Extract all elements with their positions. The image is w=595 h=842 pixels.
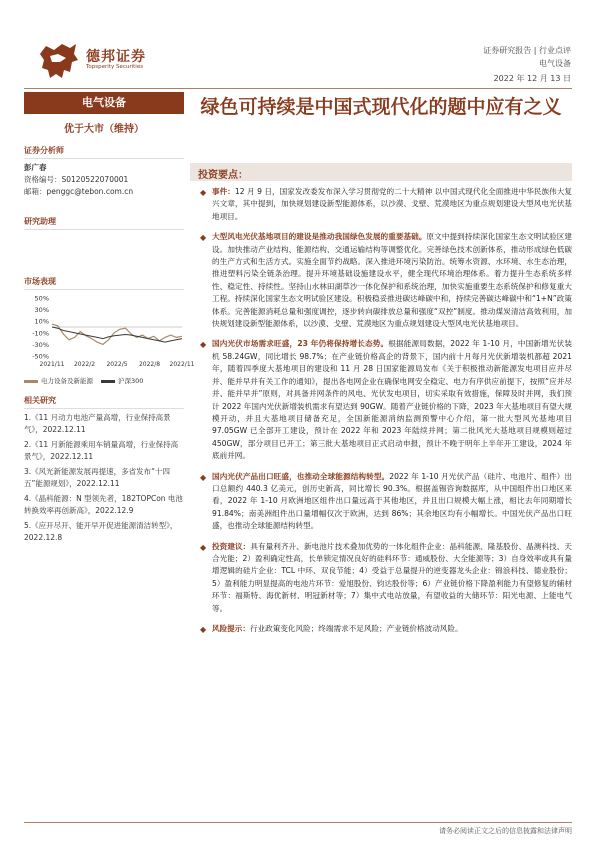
- y-tick-label: 30%: [34, 306, 49, 315]
- series-line: [52, 327, 182, 342]
- keypoints-title: 投资要点：: [198, 170, 248, 181]
- x-tick-label: 2022/11: [169, 361, 195, 368]
- y-tick-label: -50%: [32, 352, 49, 361]
- assistant-section-title: 研究助理: [24, 216, 184, 230]
- bullet-event: ◆ 事件：12 月 9 日，国家发改委发布深入学习贯彻党的二十大精神 以中国式现代化全面推进中华民族伟大复兴文章，其中提到，加快规划建设新型能源体系，以沙漠、戈壁、荒漠地区为重点规划建设大型风电光伏基地项目。: [200, 187, 572, 221]
- report-industry: 电气设备: [539, 59, 571, 68]
- footer-disclaimer: 请务必阅读正文之后的信息披露和法律声明: [439, 827, 572, 835]
- analyst-name: 彭广春: [24, 163, 47, 172]
- bullet-investment-advice: ◆ 投资建议：具有量利齐升、新电池片技术叠加优势的一体化组件企业：晶科能源、隆基股份、晶澳科技、天合光能；2）盈利确定性高，长单锁定情况良好的硅料环节：通威股份、大全能源等；3）自身效率或具有量增逻辑的硅片企业：TCL 中环、双良节能；4）受益于总量提升的逆变器龙头企业：锦浪科技、德业股份；5）盈利能力明显提高的电池片环节：爱旭股份、钧达股份等；6）产业链价格下降盈利能力有望修复的辅材环节：福斯特、海优新材、明冠新材等；7）集中式电站放量，有望收益的大储环节：阳光电源、上能电气等。: [200, 541, 573, 613]
- report-date: 2022 年 12 月 13 日: [493, 74, 571, 83]
- related-item[interactable]: 3.《风光新能源发展再提速，多省发布“十四五”能源规划》，2022.12.11: [24, 467, 171, 488]
- keypoints-header: [190, 163, 572, 181]
- analyst-section-title: 证券分析师: [24, 145, 184, 159]
- y-tick-label: 10%: [34, 317, 49, 326]
- brand-name-en: Topsperity Securities: [86, 64, 144, 70]
- related-item[interactable]: 1.《11 月动力电池产量高增，行业保持高景气》，2022.12.11: [24, 413, 171, 434]
- market-chart-svg: [24, 294, 195, 370]
- market-chart: [24, 294, 195, 385]
- page-header: [0, 0, 595, 92]
- x-tick-label: 2022/5: [106, 361, 128, 368]
- y-tick-label: 50%: [34, 294, 49, 303]
- x-tick-label: 2022/2: [73, 361, 96, 368]
- chart-legend: [24, 376, 184, 385]
- y-tick-label: -30%: [32, 340, 49, 349]
- x-tick-label: 2022/8: [138, 361, 161, 368]
- sector-tag: 电气设备: [24, 92, 184, 114]
- rating: 优于大市（维持）: [64, 124, 144, 135]
- analyst-email: [24, 186, 184, 198]
- legend-item-index: 沪深300: [101, 376, 143, 385]
- analyst-cert: [24, 174, 184, 186]
- related-item[interactable]: 4.《晶科能源：N 型领先者，182TOPCon 电池转换效率再创新高》，2022.12.9: [24, 494, 183, 515]
- sidebar: [24, 92, 195, 544]
- cert-number: S0120522070001: [61, 175, 129, 184]
- market-section-title: 市场表现: [24, 276, 184, 290]
- email-link[interactable]: penggc@tebon.com.cn: [46, 187, 134, 196]
- legend-item-sector: 电力设备及新能源: [24, 376, 93, 385]
- bullet-domestic-demand: ◆ 国内光伏市场需求旺盛，23 年仍将保持增长态势。根据能源局数据，2022 年 1-10 月，中国新增光伏装机 58.24GW，同比增长 98.7%；在产业链价格高企的背景下，国内前十月每月光伏新增装机都超 2021 年，随着四季度大基地项目的建设和 11 月 28 日国家能源局发布《关于积极推动新能源发电项目应并尽并、能并早并有关工作的通知》，提出各电网企业在确保电网安全稳定、电力有序供应前提下，按照“应并尽并、能并早并”原则，对具备并网条件的风电、光伏发电项目，切实采取有效措施，保障及时并网，我们预计 2022 年国内光伏新增装机需求有望达到 90GW。随着产业链价格的下降，2023 年大基地项目有望大规模开动，并且大基地项目储备充足，全国新能源消纳监测预警中心介绍，第一批大型风光基地项目 97.05GW 已全部开工建设，预计在 2022 年和 2023 年陆续并网；第二批风光大基地项目规模则超过 450GW，部分项目已开工；第三批大基地项目正式启动申报，预计不晚于明年上半年开工建设，2024 年底前并网。: [200, 339, 572, 461]
- bullet-diamond-icon: ◆: [200, 233, 207, 243]
- bullet-green-development: ◆ 大型风电光伏基地项目的建设是推动我国绿色发展的重要基础。原文中提到持续深化国家生态文明试验区建设。加快推动产业结构、能源结构、交通运输结构等调整优化。完善绿色技术创新体系，推动形成绿色低碳的生产方式和生活方式。实施全面节约战略。深入推进环境污染防治。统筹水资源、水环境、水生态治理，推进塑料污染全链条治理。提升环境基础设施建设水平，健全现代环境治理体系。着力提升生态系统多样性、稳定性、持续性。坚持山水林田湖草沙一体化保护和系统治理，加快实施重要生态系统保护和修复重大工程。持续深化国家生态文明试验区建设。积极稳妥推进碳达峰碳中和，持续完善碳达峰碳中和“1+N”政策体系。完善能源消耗总量和强度调控，逐步转向碳排放总量和强度“双控”制度。推动煤炭清洁高效利用，加快规划建设新型能源体系，以沙漠、戈壁、荒漠地区为重点规划建设大型风电光伏基地项目。: [200, 232, 573, 329]
- cert-label: 资格编号：: [24, 175, 62, 184]
- bullet-diamond-icon: ◆: [200, 340, 207, 350]
- email-label: 邮箱：: [24, 187, 47, 196]
- bullet-diamond-icon: ◆: [200, 472, 207, 482]
- x-tick-label: 2021/11: [39, 361, 65, 368]
- related-section-title: 相关研究: [24, 395, 184, 409]
- y-tick-label: -10%: [32, 329, 49, 338]
- report-meta: [483, 44, 571, 70]
- bullet-risk: ◆ 风险提示：行业政策变化风险；终端需求不足风险；产业链价格波动风险。: [190, 623, 572, 635]
- related-item[interactable]: 5.《应开尽开、能开早开促进能源清洁转型》，2022.12.8: [24, 521, 178, 542]
- report-type: 证券研究报告 | 行业点评: [483, 46, 571, 55]
- bullet-export: ◆ 国内光伏产品出口旺盛，也推动全球能源结构转型。2022 年 1-10 月光伏产品（硅片、电池片、组件）出口总额约 440.3 亿美元，创历史新高，同比增长 90.3%。根据盖锡咨询数据库，从中国组件出口地区来看，2022 年 1-10 月欧洲地区组件出口量远高于其他地区，并且出口规模大幅上涨，相比去年同期增长 91.84%；南美洲组件出口量增幅仅次于欧洲，达到 86%；其余地区均有小幅增长。中国光伏产品出口旺盛，也推动全球能源结构转型。: [200, 471, 572, 531]
- bullet-diamond-icon: ◆: [200, 542, 207, 552]
- header-divider: [24, 88, 572, 89]
- footer-divider: [24, 822, 572, 823]
- keypoints-body: [190, 186, 572, 643]
- related-item[interactable]: 2.《11 月新能源乘用车销量高增，行业保持高景气》，2022.12.11: [24, 440, 179, 461]
- bull-logo-icon: [36, 40, 80, 80]
- report-title: 绿色可持续是中国式现代化的题中应有之义: [200, 96, 562, 118]
- bullet-diamond-icon: ◆: [200, 188, 207, 197]
- brand-name: 德邦证券: [86, 49, 146, 65]
- related-list: [24, 412, 184, 544]
- bullet-diamond-icon: ◆: [200, 625, 207, 634]
